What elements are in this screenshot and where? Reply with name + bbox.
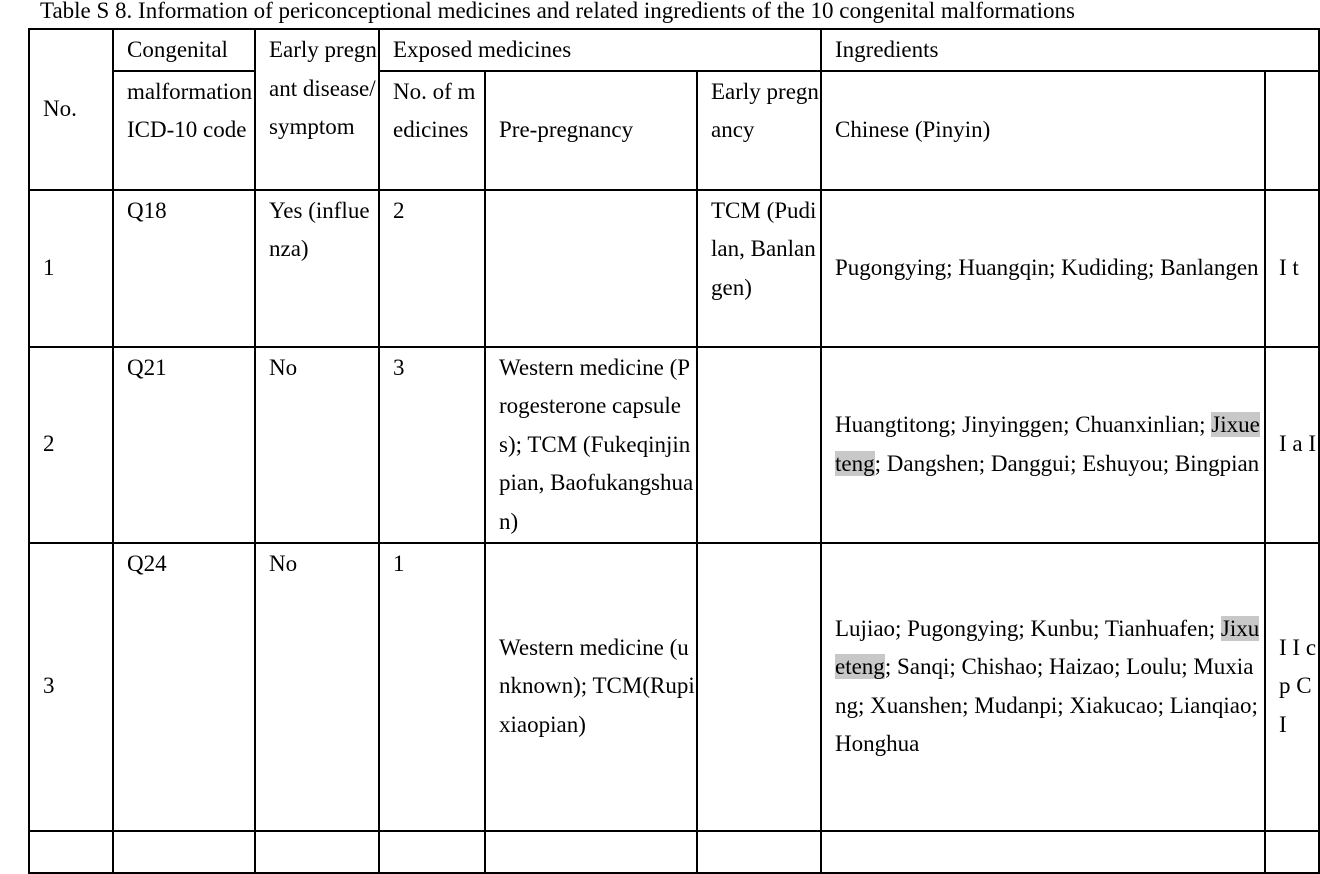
malformation-table <box>28 28 1320 874</box>
header-no: No. <box>29 29 113 190</box>
header-malformation-top: Congenital <box>113 29 255 71</box>
cell-disease: No <box>255 347 379 543</box>
cell-early-pregnancy <box>697 347 821 543</box>
header-row-2 <box>29 71 1319 190</box>
cell-icd: Q24 <box>113 543 255 831</box>
ingredients-text: Pugongying; Huangqin; Kudiding; Banlangen <box>835 254 1259 280</box>
cell-count: 2 <box>379 190 485 347</box>
cell-no: 3 <box>29 543 113 831</box>
cell-ingredients <box>821 190 1265 347</box>
cell-pre-pregnancy: Western medicine (unknown); TCM(Rupixiaopian) <box>485 543 697 831</box>
cell-pre-pregnancy <box>485 190 697 347</box>
cell-count: 1 <box>379 543 485 831</box>
header-pre-pregnancy: Pre-pregnancy <box>485 71 697 190</box>
table-row <box>29 190 1319 347</box>
cell-early-pregnancy: TCM (Pudilan, Banlangen) <box>697 190 821 347</box>
table-row <box>29 543 1319 831</box>
cell-no: 2 <box>29 347 113 543</box>
cell-ingredients <box>821 347 1265 543</box>
ingredient-highlight: Jixueteng <box>835 412 1260 476</box>
header-cut-off-column <box>1265 71 1319 190</box>
header-early-pregnancy: Early pregnancy <box>697 71 821 190</box>
ingredients-text-rest: ; Dangshen; Danggui; Eshuyou; Bingpian <box>874 450 1260 476</box>
header-no-of-medicines: No. of medicines <box>379 71 485 190</box>
cell-icd: Q18 <box>113 190 255 347</box>
cell-cut-off: I I c p C I <box>1265 543 1319 831</box>
cell-pre-pregnancy: Western medicine (Progesterone capsules); TCM (Fukeqinjinpian, Baofukangshuan) <box>485 347 697 543</box>
ingredient-highlight: Jixueteng <box>835 615 1260 679</box>
header-disease: Early pregnant disease/symptom <box>255 29 379 190</box>
header-ingredients: Ingredients <box>821 29 1319 71</box>
cell-cut-off: I t <box>1265 190 1319 347</box>
cell-icd: Q21 <box>113 347 255 543</box>
header-exposed-medicines: Exposed medicines <box>379 29 821 71</box>
table-row <box>29 347 1319 543</box>
header-row-1 <box>29 29 1319 71</box>
cell-disease: Yes (influenza) <box>255 190 379 347</box>
ingredients-text: Huangtitong; Jinyinggen; Chuanxinlian; <box>835 412 1212 437</box>
cell-ingredients <box>821 543 1265 831</box>
cell-count: 3 <box>379 347 485 543</box>
cell-cut-off: I a I <box>1265 347 1319 543</box>
table-row-partial <box>29 831 1319 873</box>
table-caption: Table S 8. Information of periconceptional medicines and related ingredients of the 10 congenital malformations <box>40 0 1075 23</box>
cell-early-pregnancy <box>697 543 821 831</box>
ingredients-text: Lujiao; Pugongying; Kunbu; Tianhuafen; <box>835 615 1221 641</box>
header-malformation-code: malformation ICD-10 code <box>113 71 255 190</box>
cell-disease: No <box>255 543 379 831</box>
header-chinese-pinyin: Chinese (Pinyin) <box>821 71 1265 190</box>
cell-no: 1 <box>29 190 113 347</box>
ingredients-text-rest: ; Sanqi; Chishao; Haizao; Loulu; Muxiang; Xuanshen; Mudanpi; Xiakucao; Lianqiao; Honghua <box>835 654 1258 756</box>
